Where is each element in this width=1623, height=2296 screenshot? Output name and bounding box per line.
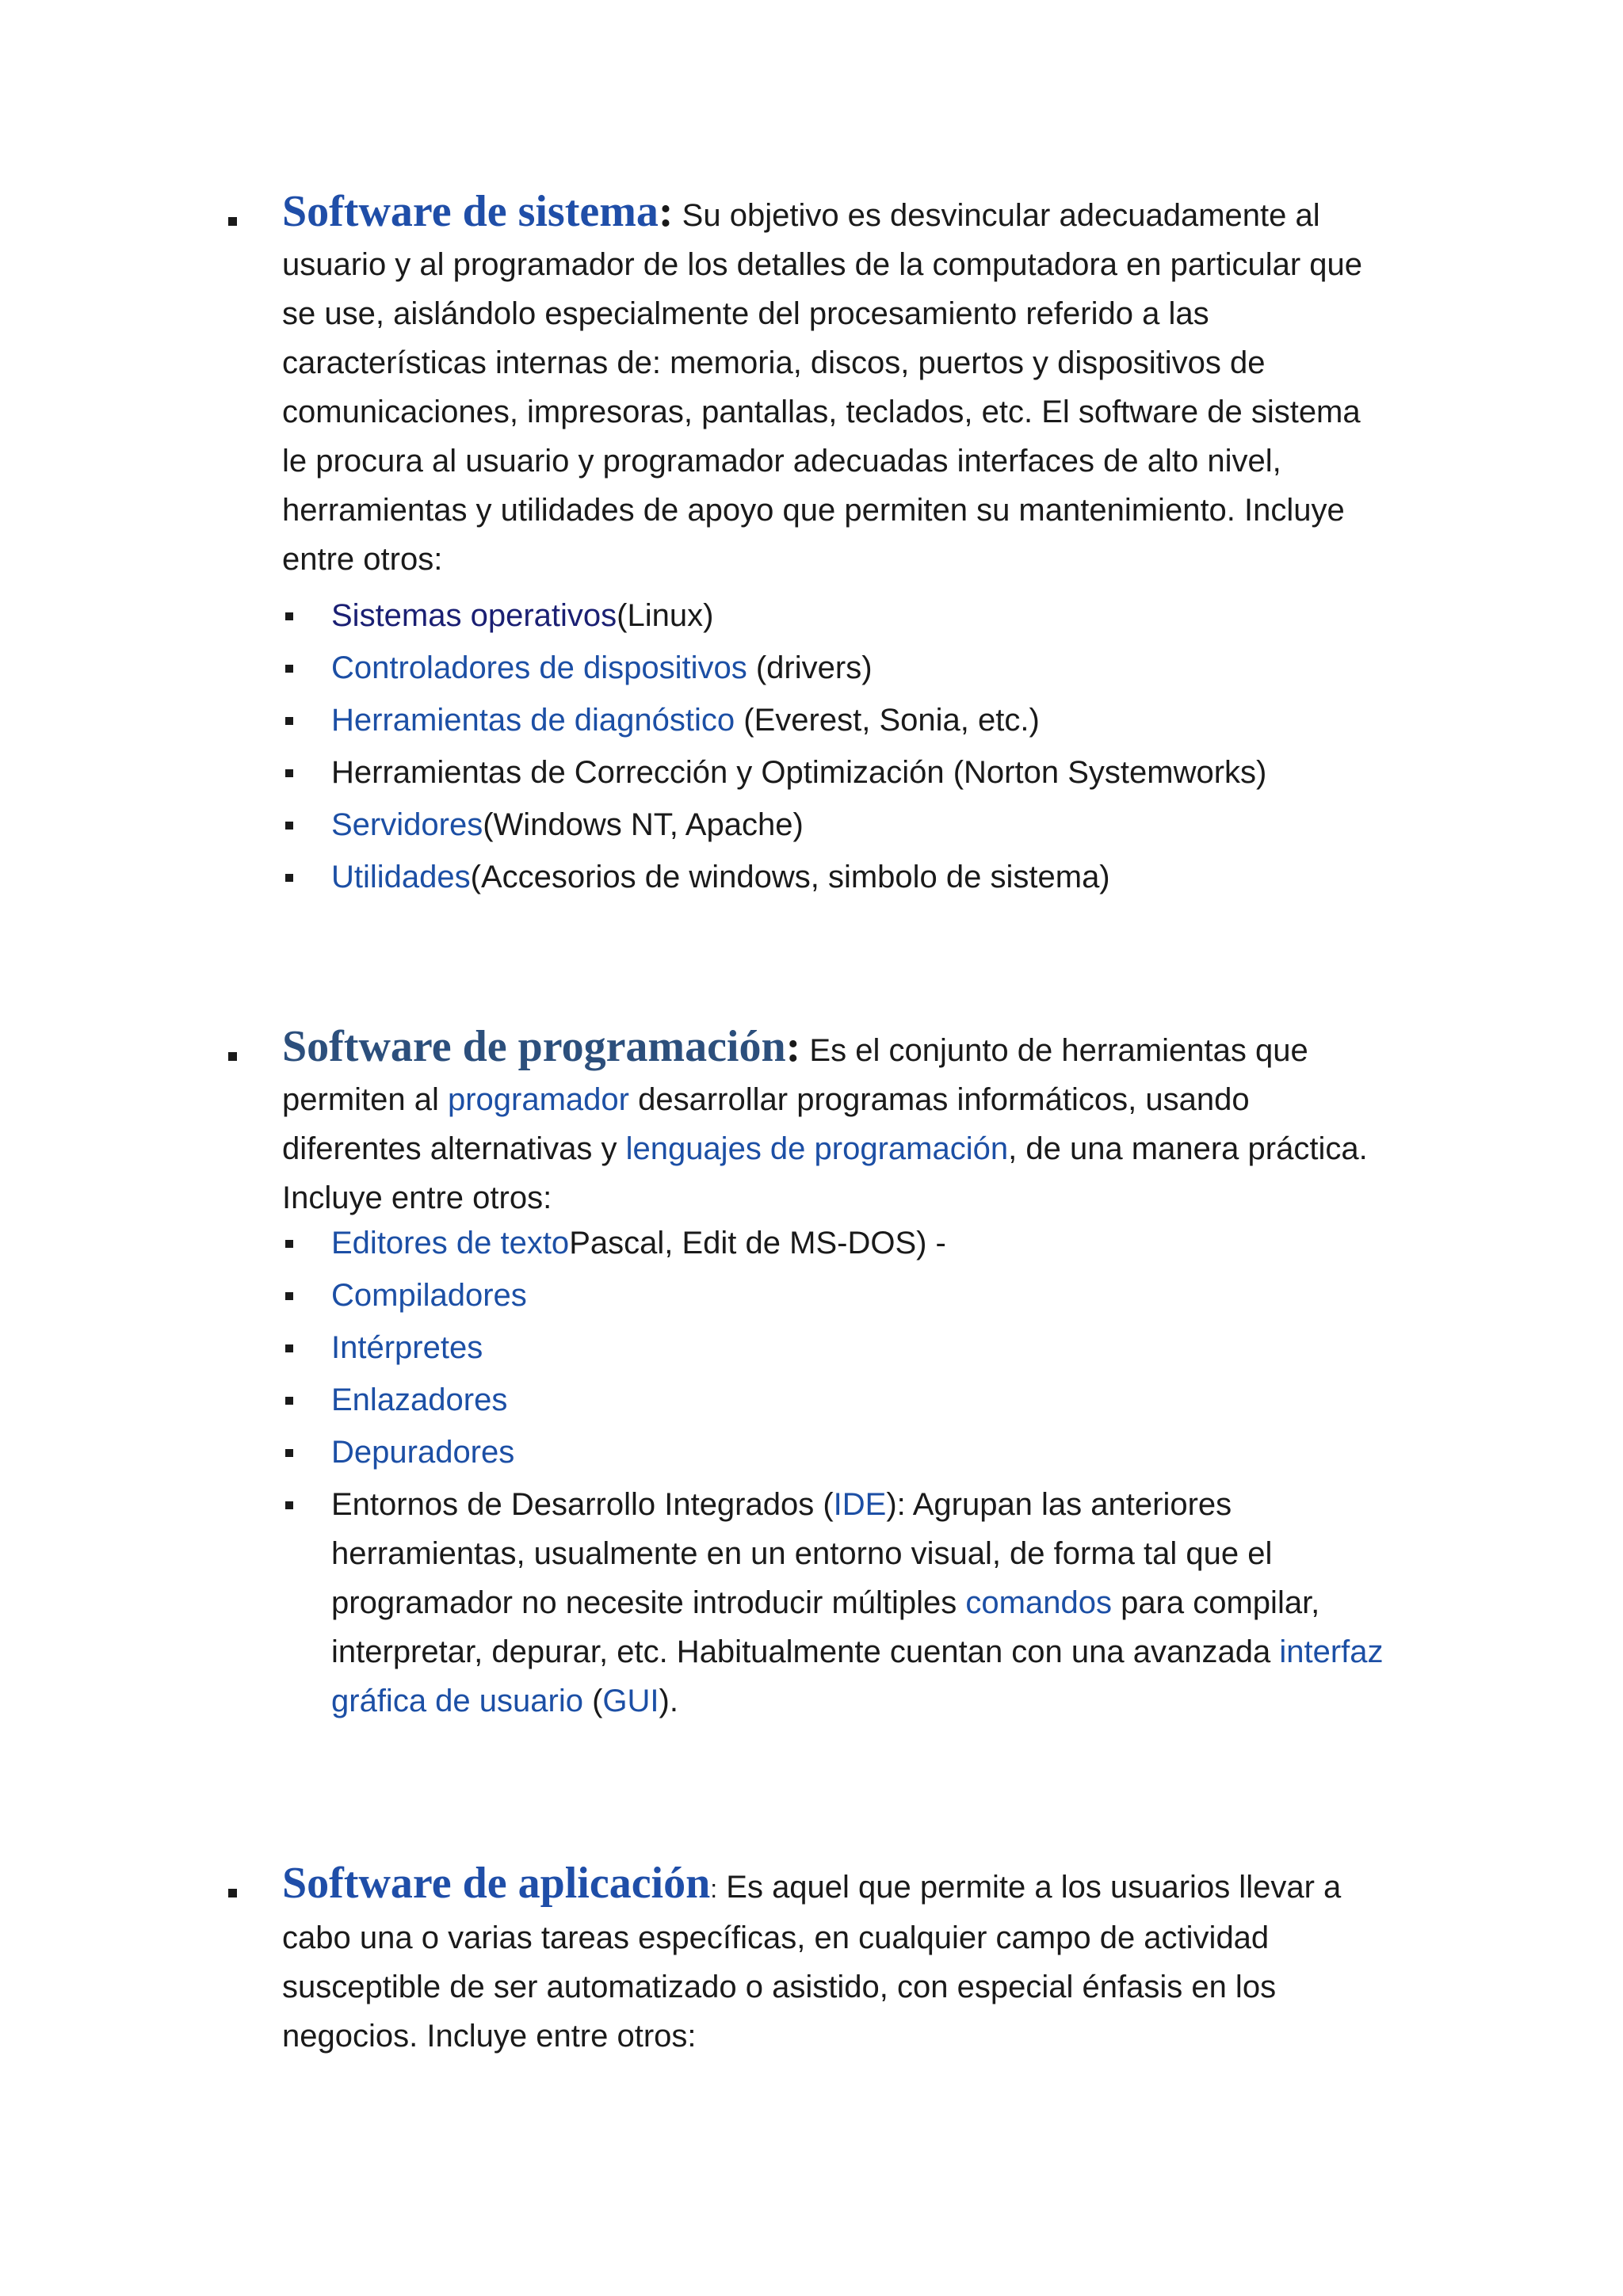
list-item-text: (Everest, Sonia, etc.) bbox=[735, 703, 1040, 738]
programacion-paragraph bbox=[282, 1022, 1376, 1222]
bullet-square bbox=[285, 874, 293, 882]
link-lenguajes-programacion[interactable]: lenguajes de programación bbox=[625, 1131, 1009, 1166]
bullet-square bbox=[285, 1397, 293, 1405]
ide-text: ): Agrupan las anteriores herramientas, usualmente en un entorno visual, de forma tal que el programador no necesite introducir múltiples bbox=[331, 1487, 1273, 1620]
list-item bbox=[0, 591, 1401, 643]
bullet-square bbox=[228, 217, 237, 226]
link-herramientas-diagnostico[interactable]: Herramientas de diagnóstico bbox=[331, 703, 735, 738]
link-gui[interactable]: GUI bbox=[602, 1684, 659, 1718]
bullet-square bbox=[228, 1052, 237, 1061]
programacion-text: desarrollar programas informáticos, usando diferentes alternativas y bbox=[282, 1082, 1250, 1166]
list-item bbox=[0, 696, 1401, 748]
ide-text: ). bbox=[659, 1684, 678, 1718]
bullet-square bbox=[285, 1449, 293, 1457]
aplicacion-colon: : bbox=[710, 1875, 718, 1903]
sistema-list bbox=[0, 591, 1623, 905]
link-utilidades[interactable]: Utilidades bbox=[331, 860, 471, 894]
list-item-text: (Windows NT, Apache) bbox=[483, 807, 804, 842]
list-item bbox=[0, 1271, 1401, 1323]
programacion-text: Es el conjunto de herramientas que permiten al bbox=[282, 1033, 1308, 1117]
link-interfaz-grafica[interactable]: interfaz gráfica de usuario bbox=[331, 1634, 1384, 1718]
list-item-text: Pascal, Edit de MS-DOS) - bbox=[569, 1226, 946, 1261]
link-programador[interactable]: programador bbox=[447, 1082, 629, 1117]
link-sistemas-operativos[interactable]: Sistemas operativos bbox=[331, 598, 617, 633]
sistema-heading: Software de sistema bbox=[282, 187, 659, 236]
programacion-colon: : bbox=[785, 1022, 801, 1071]
link-enlazadores[interactable]: Enlazadores bbox=[331, 1383, 508, 1417]
programacion-heading: Software de programación bbox=[282, 1022, 786, 1071]
aplicacion-paragraph bbox=[282, 1859, 1376, 2061]
list-item bbox=[0, 748, 1401, 800]
list-item bbox=[0, 643, 1401, 696]
bullet-square bbox=[285, 769, 293, 777]
ide-text: Entornos de Desarrollo Integrados ( bbox=[331, 1487, 834, 1522]
bullet-square bbox=[285, 717, 293, 725]
bullet-square bbox=[228, 1889, 237, 1897]
link-controladores[interactable]: Controladores de dispositivos bbox=[331, 650, 747, 685]
aplicacion-description: Es aquel que permite a los usuarios llevar a cabo una o varias tareas específicas, en cualquier campo de actividad susceptible de ser automatizado o asistido, con especial énfasis en los negocios. Incluye entre otros: bbox=[282, 1870, 1342, 2054]
list-item-text: (Linux) bbox=[617, 598, 714, 633]
link-comandos[interactable]: comandos bbox=[965, 1585, 1112, 1620]
sistema-description: Su objetivo es desvincular adecuadamente al usuario y al programador de los detalles de la computadora en particular que se use, aislándolo especialmente del procesamiento referido a las características internas de: memoria, discos, puertos y dispositivos de comunicaciones, impresoras, pantallas, teclados, etc. El software de sistema le procura al usuario y programador adecuadas interfaces de alto nivel, herramientas y utilidades de apoyo que permiten su mantenimiento. Incluye entre otros: bbox=[282, 198, 1363, 577]
ide-text: ( bbox=[582, 1684, 603, 1718]
link-depuradores[interactable]: Depuradores bbox=[331, 1435, 515, 1470]
link-servidores[interactable]: Servidores bbox=[331, 807, 483, 842]
sistema-colon: : bbox=[658, 187, 674, 236]
link-editores-texto[interactable]: Editores de texto bbox=[331, 1226, 570, 1261]
list-item bbox=[0, 1480, 1401, 1726]
bullet-square bbox=[285, 665, 293, 673]
list-item bbox=[0, 1375, 1401, 1428]
bullet-square bbox=[285, 1240, 293, 1248]
list-item bbox=[0, 1428, 1401, 1480]
bullet-square bbox=[285, 822, 293, 830]
ide-text: para compilar, interpretar, depurar, etc. Habitualmente cuentan con una avanzada bbox=[331, 1585, 1320, 1669]
list-item bbox=[0, 1323, 1401, 1375]
bullet-square bbox=[285, 1344, 293, 1352]
programacion-list bbox=[0, 1219, 1623, 1726]
list-item-text: (drivers) bbox=[747, 650, 873, 685]
programacion-text: , de una manera práctica. Incluye entre otros: bbox=[282, 1131, 1368, 1215]
link-interpretes[interactable]: Intérpretes bbox=[331, 1330, 483, 1365]
list-item-text: (Accesorios de windows, simbolo de sistema) bbox=[470, 860, 1110, 894]
bullet-square bbox=[285, 1292, 293, 1300]
aplicacion-heading: Software de aplicación bbox=[282, 1859, 711, 1908]
list-item bbox=[0, 1219, 1401, 1271]
sistema-paragraph bbox=[282, 187, 1376, 584]
list-item-text: Herramientas de Corrección y Optimización (Norton Systemworks) bbox=[331, 755, 1267, 790]
link-compiladores[interactable]: Compiladores bbox=[331, 1278, 527, 1313]
bullet-square bbox=[285, 1501, 293, 1509]
list-item bbox=[0, 800, 1401, 852]
bullet-square bbox=[285, 612, 293, 620]
link-ide[interactable]: IDE bbox=[833, 1487, 887, 1522]
list-item bbox=[0, 852, 1401, 905]
